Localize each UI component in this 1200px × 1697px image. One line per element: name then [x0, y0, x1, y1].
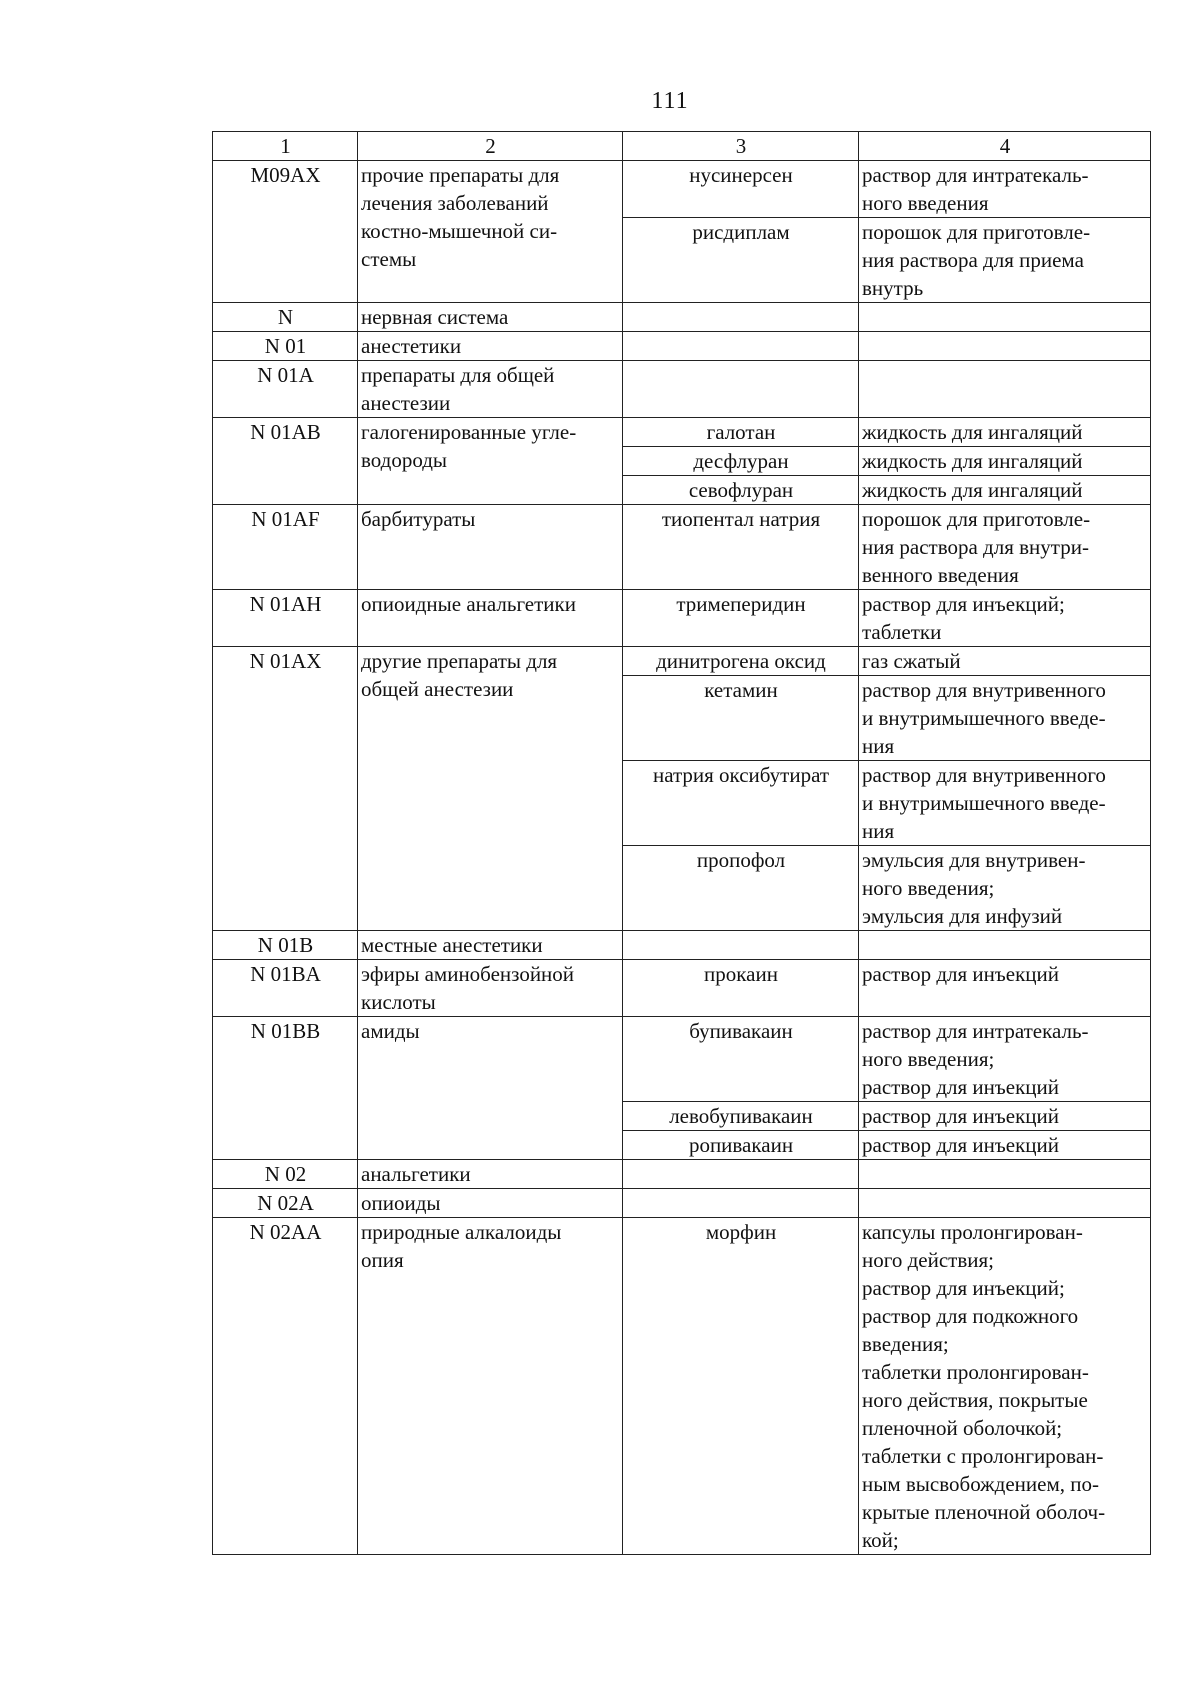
anatomical-group-cell — [358, 332, 623, 361]
anatomical-group-cell — [358, 931, 623, 960]
anatomical-group-cell — [358, 418, 623, 505]
group-line: другие препараты для — [361, 649, 558, 673]
dosage-form-line: жидкость для ингаляций — [862, 478, 1083, 502]
dosage-form-line: кой; — [862, 1528, 899, 1552]
atc-code-cell: N 01BB — [213, 1017, 358, 1160]
dosage-form-line: раствор для инъекций — [862, 1133, 1059, 1157]
dosage-form-line: раствор для интратекаль- — [862, 1019, 1089, 1043]
dosage-form-cell — [859, 846, 1151, 931]
dosage-form-line: газ сжатый — [862, 649, 961, 673]
group-line: анестетики — [361, 334, 462, 358]
dosage-form-cell — [859, 1102, 1151, 1131]
dosage-form-line: ного введения; — [862, 876, 995, 900]
dosage-form-line: венного введения — [862, 563, 1019, 587]
dosage-form-line: таблетки пролонгирован- — [862, 1360, 1089, 1384]
dosage-form-cell — [859, 332, 1151, 361]
dosage-form-line: эмульсия для инфузий — [862, 904, 1063, 928]
table-row — [213, 418, 1151, 447]
anatomical-group-cell — [358, 590, 623, 647]
drug-name-cell: левобупивакаин — [623, 1102, 859, 1131]
drug-name-cell: бупивакаин — [623, 1017, 859, 1102]
atc-code-cell: N 01AX — [213, 647, 358, 931]
table-row — [213, 1218, 1151, 1555]
group-line: эфиры аминобензойной — [361, 962, 575, 986]
anatomical-group-cell — [358, 303, 623, 332]
group-line: препараты для общей — [361, 363, 555, 387]
anatomical-group-cell — [358, 1218, 623, 1555]
table-row — [213, 931, 1151, 960]
dosage-form-cell — [859, 960, 1151, 1017]
dosage-form-line: ния раствора для приема — [862, 248, 1084, 272]
dosage-form-line: раствор для инъекций; — [862, 1276, 1065, 1300]
anatomical-group-cell — [358, 505, 623, 590]
header-cell-2: 2 — [358, 132, 623, 161]
dosage-form-line: ного действия; — [862, 1248, 994, 1272]
atc-code-cell: N 01BA — [213, 960, 358, 1017]
atc-code-cell: N 02A — [213, 1189, 358, 1218]
atc-code-cell: N 01 — [213, 332, 358, 361]
dosage-form-cell — [859, 218, 1151, 303]
header-cell-1: 1 — [213, 132, 358, 161]
drug-name-cell: нусинерсен — [623, 161, 859, 218]
group-line: анальгетики — [361, 1162, 471, 1186]
drug-name-cell: кетамин — [623, 676, 859, 761]
group-line: водороды — [361, 448, 448, 472]
dosage-form-cell — [859, 1017, 1151, 1102]
atc-code-cell: M09AX — [213, 161, 358, 303]
group-line: анестезии — [361, 391, 451, 415]
dosage-form-cell — [859, 361, 1151, 418]
dosage-form-cell — [859, 476, 1151, 505]
drug-name-cell: ропивакаин — [623, 1131, 859, 1160]
dosage-form-line: ным высвобождением, по- — [862, 1472, 1099, 1496]
table-row — [213, 1160, 1151, 1189]
dosage-form-line: крытые пленочной оболоч- — [862, 1500, 1106, 1524]
dosage-form-line: жидкость для ингаляций — [862, 449, 1083, 473]
drug-name-cell: тиопентал натрия — [623, 505, 859, 590]
group-line: опиоидные анальгетики — [361, 592, 576, 616]
table-row — [213, 1017, 1151, 1102]
anatomical-group-cell — [358, 960, 623, 1017]
dosage-form-line: раствор для инъекций; — [862, 592, 1065, 616]
page-number: 111 — [651, 88, 689, 114]
dosage-form-line: ния раствора для внутри- — [862, 535, 1089, 559]
atc-code-cell: N 01B — [213, 931, 358, 960]
medication-table-body — [213, 132, 1151, 1555]
dosage-form-cell — [859, 931, 1151, 960]
drug-name-cell: морфин — [623, 1218, 859, 1555]
dosage-form-cell — [859, 161, 1151, 218]
dosage-form-line: ного введения; — [862, 1047, 995, 1071]
dosage-form-cell — [859, 676, 1151, 761]
group-line: опиоиды — [361, 1191, 441, 1215]
atc-code-cell: N 01AF — [213, 505, 358, 590]
dosage-form-line: таблетки с пролонгирован- — [862, 1444, 1104, 1468]
drug-name-cell — [623, 1189, 859, 1218]
header-cell-4: 4 — [859, 132, 1151, 161]
dosage-form-cell — [859, 1189, 1151, 1218]
drug-name-cell — [623, 361, 859, 418]
atc-code-cell: N 01AB — [213, 418, 358, 505]
group-line: галогенированные угле- — [361, 420, 577, 444]
group-line: природные алкалоиды — [361, 1220, 562, 1244]
drug-name-cell: тримеперидин — [623, 590, 859, 647]
anatomical-group-cell — [358, 1160, 623, 1189]
table-row — [213, 590, 1151, 647]
group-line: костно-мышечной си- — [361, 219, 558, 243]
drug-name-cell: галотан — [623, 418, 859, 447]
dosage-form-line: введения; — [862, 1332, 949, 1356]
dosage-form-cell — [859, 447, 1151, 476]
dosage-form-cell — [859, 647, 1151, 676]
dosage-form-line: ного действия, покрытые — [862, 1388, 1088, 1412]
dosage-form-line: раствор для внутривенного — [862, 678, 1106, 702]
drug-name-cell: пропофол — [623, 846, 859, 931]
atc-code-cell: N 02AA — [213, 1218, 358, 1555]
group-line: местные анестетики — [361, 933, 543, 957]
dosage-form-cell — [859, 590, 1151, 647]
drug-name-cell: прокаин — [623, 960, 859, 1017]
dosage-form-line: и внутримышечного введе- — [862, 706, 1106, 730]
drug-name-cell — [623, 1160, 859, 1189]
dosage-form-cell — [859, 1131, 1151, 1160]
table-row — [213, 647, 1151, 676]
dosage-form-cell — [859, 418, 1151, 447]
dosage-form-line: ния — [862, 734, 895, 758]
dosage-form-line: ния — [862, 819, 895, 843]
table-row — [213, 332, 1151, 361]
atc-code-cell: N 01A — [213, 361, 358, 418]
drug-name-cell — [623, 332, 859, 361]
drug-name-cell: рисдиплам — [623, 218, 859, 303]
group-line: амиды — [361, 1019, 420, 1043]
group-line: опия — [361, 1248, 404, 1272]
dosage-form-line: пленочной оболочкой; — [862, 1416, 1063, 1440]
drug-name-cell: севофлуран — [623, 476, 859, 505]
dosage-form-cell — [859, 1218, 1151, 1555]
table-row — [213, 1189, 1151, 1218]
table-row — [213, 505, 1151, 590]
table-row — [213, 161, 1151, 218]
dosage-form-line: раствор для внутривенного — [862, 763, 1106, 787]
drug-name-cell — [623, 303, 859, 332]
anatomical-group-cell — [358, 361, 623, 418]
anatomical-group-cell — [358, 1189, 623, 1218]
atc-code-cell: N — [213, 303, 358, 332]
dosage-form-line: раствор для инъекций — [862, 962, 1059, 986]
dosage-form-line: раствор для инъекций — [862, 1075, 1059, 1099]
header-row — [213, 132, 1151, 161]
atc-code-cell: N 01AH — [213, 590, 358, 647]
dosage-form-cell — [859, 303, 1151, 332]
drug-name-cell: десфлуран — [623, 447, 859, 476]
dosage-form-line: жидкость для ингаляций — [862, 420, 1083, 444]
drug-name-cell: натрия оксибутират — [623, 761, 859, 846]
group-line: стемы — [361, 247, 417, 271]
group-line: барбитураты — [361, 507, 476, 531]
table-row — [213, 960, 1151, 1017]
dosage-form-line: и внутримышечного введе- — [862, 791, 1106, 815]
dosage-form-line: таблетки — [862, 620, 942, 644]
dosage-form-line: раствор для подкожного — [862, 1304, 1079, 1328]
group-line: кислоты — [361, 990, 436, 1014]
group-line: прочие препараты для — [361, 163, 560, 187]
dosage-form-line: порошок для приготовле- — [862, 220, 1091, 244]
dosage-form-cell — [859, 505, 1151, 590]
table-row — [213, 361, 1151, 418]
group-line: нервная система — [361, 305, 509, 329]
group-line: общей анестезии — [361, 677, 514, 701]
dosage-form-cell — [859, 1160, 1151, 1189]
anatomical-group-cell — [358, 161, 623, 303]
dosage-form-line: порошок для приготовле- — [862, 507, 1091, 531]
anatomical-group-cell — [358, 1017, 623, 1160]
dosage-form-line: раствор для инъекций — [862, 1104, 1059, 1128]
drug-name-cell: динитрогена оксид — [623, 647, 859, 676]
header-cell-3: 3 — [623, 132, 859, 161]
anatomical-group-cell — [358, 647, 623, 931]
dosage-form-line: капсулы пролонгирован- — [862, 1220, 1083, 1244]
dosage-form-line: эмульсия для внутривен- — [862, 848, 1086, 872]
atc-code-cell: N 02 — [213, 1160, 358, 1189]
drug-name-cell — [623, 931, 859, 960]
table-row — [213, 303, 1151, 332]
dosage-form-line: ного введения — [862, 191, 989, 215]
dosage-form-line: раствор для интратекаль- — [862, 163, 1089, 187]
dosage-form-line: внутрь — [862, 276, 924, 300]
group-line: лечения заболеваний — [361, 191, 549, 215]
medication-table — [212, 131, 1151, 1555]
dosage-form-cell — [859, 761, 1151, 846]
